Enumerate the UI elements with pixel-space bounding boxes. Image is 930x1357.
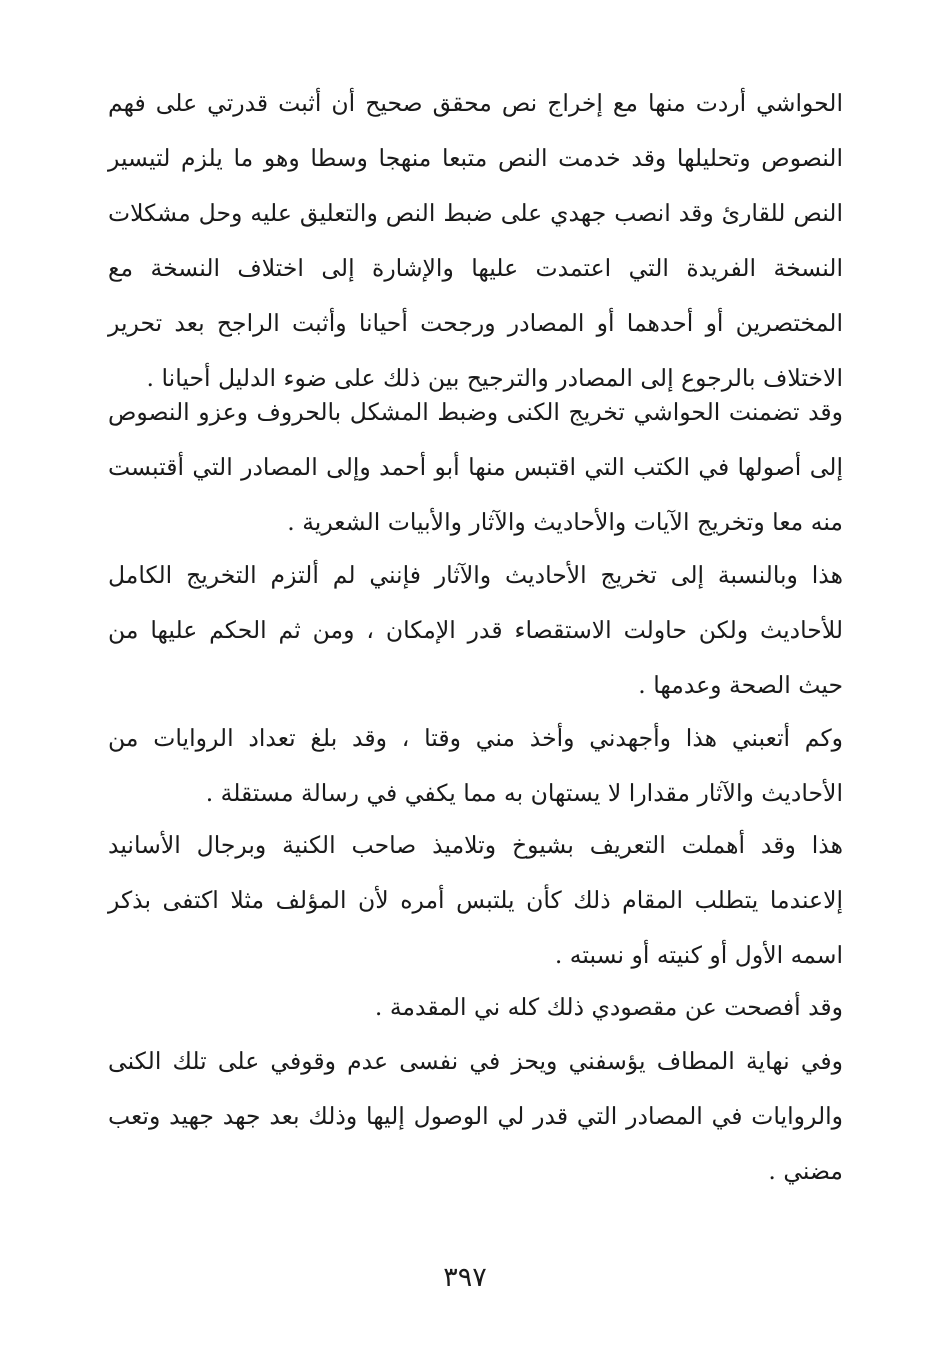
page-number: ٣٩٧ — [443, 1262, 487, 1293]
paragraph-5: هذا وقد أهملت التعريف بشيوخ وتلاميذ صاحب الكنية وبرجال الأسانيد إلاعندما يتطلب المقام ذلك كأن يلتبس أمره لأن المؤلف مثلا اكتفى بذكر اسمه الأول أو كنيته أو نسبته . — [108, 831, 843, 969]
paragraph-4: وكم أتعبني هذا وأجهدني وأخذ مني وقتا ، وقد بلغ تعداد الروايات من الأحاديث والآثار مقدارا لا يستهان به مما يكفي في رسالة مستقلة . — [108, 724, 843, 807]
paragraph-3: هذا وبالنسبة إلى تخريج الأحاديث والآثار فإنني لم ألتزم التخريج الكامل للأحاديث ولكن حاولت الاستقصاء قدر الإمكان ، ومن ثم الحكم عليها من حيث الصحة وعدمها . — [108, 561, 843, 699]
paragraph-1: الحواشي أردت منها مع إخراج نص محقق صحيح أن أثبت قدرتي على فهم النصوص وتحليلها وقد خدمت النص متبعا منهجا وسطا وهو ما يلزم لتيسير النص للقارئ وقد انصب جهدي على ضبط النص والتعليق عليه وحل مشكلات النسخة الفريدة التي اعتمدت عليها والإشارة إلى اختلاف النسخة مع المختصرين أو أحدهما أو المصادر ورجحت أحيانا وأثبت الراجح بعد تحرير الاختلاف بالرجوع إلى المصادر والترجيح بين ذلك على ضوء الدليل أحيانا . — [108, 89, 843, 392]
paragraph-7: وفي نهاية المطاف يؤسفني ويحز في نفسى عدم وقوفي على تلك الكنى والروايات في المصادر التي قدر لي الوصول إليها وذلك بعد جهد جهيد وتعب مضني . — [108, 1047, 843, 1185]
paragraph-2: وقد تضمنت الحواشي تخريج الكنى وضبط المشكل بالحروف وعزو النصوص إلى أصولها في الكتب التي اقتبس منها أبو أحمد وإلى المصادر التي أقتبست منه معا وتخريج الآيات والأحاديث والآثار والأبيات الشعرية . — [108, 398, 843, 536]
paragraph-6: وقد أفصحت عن مقصودي ذلك كله ني المقدمة . — [374, 993, 843, 1021]
